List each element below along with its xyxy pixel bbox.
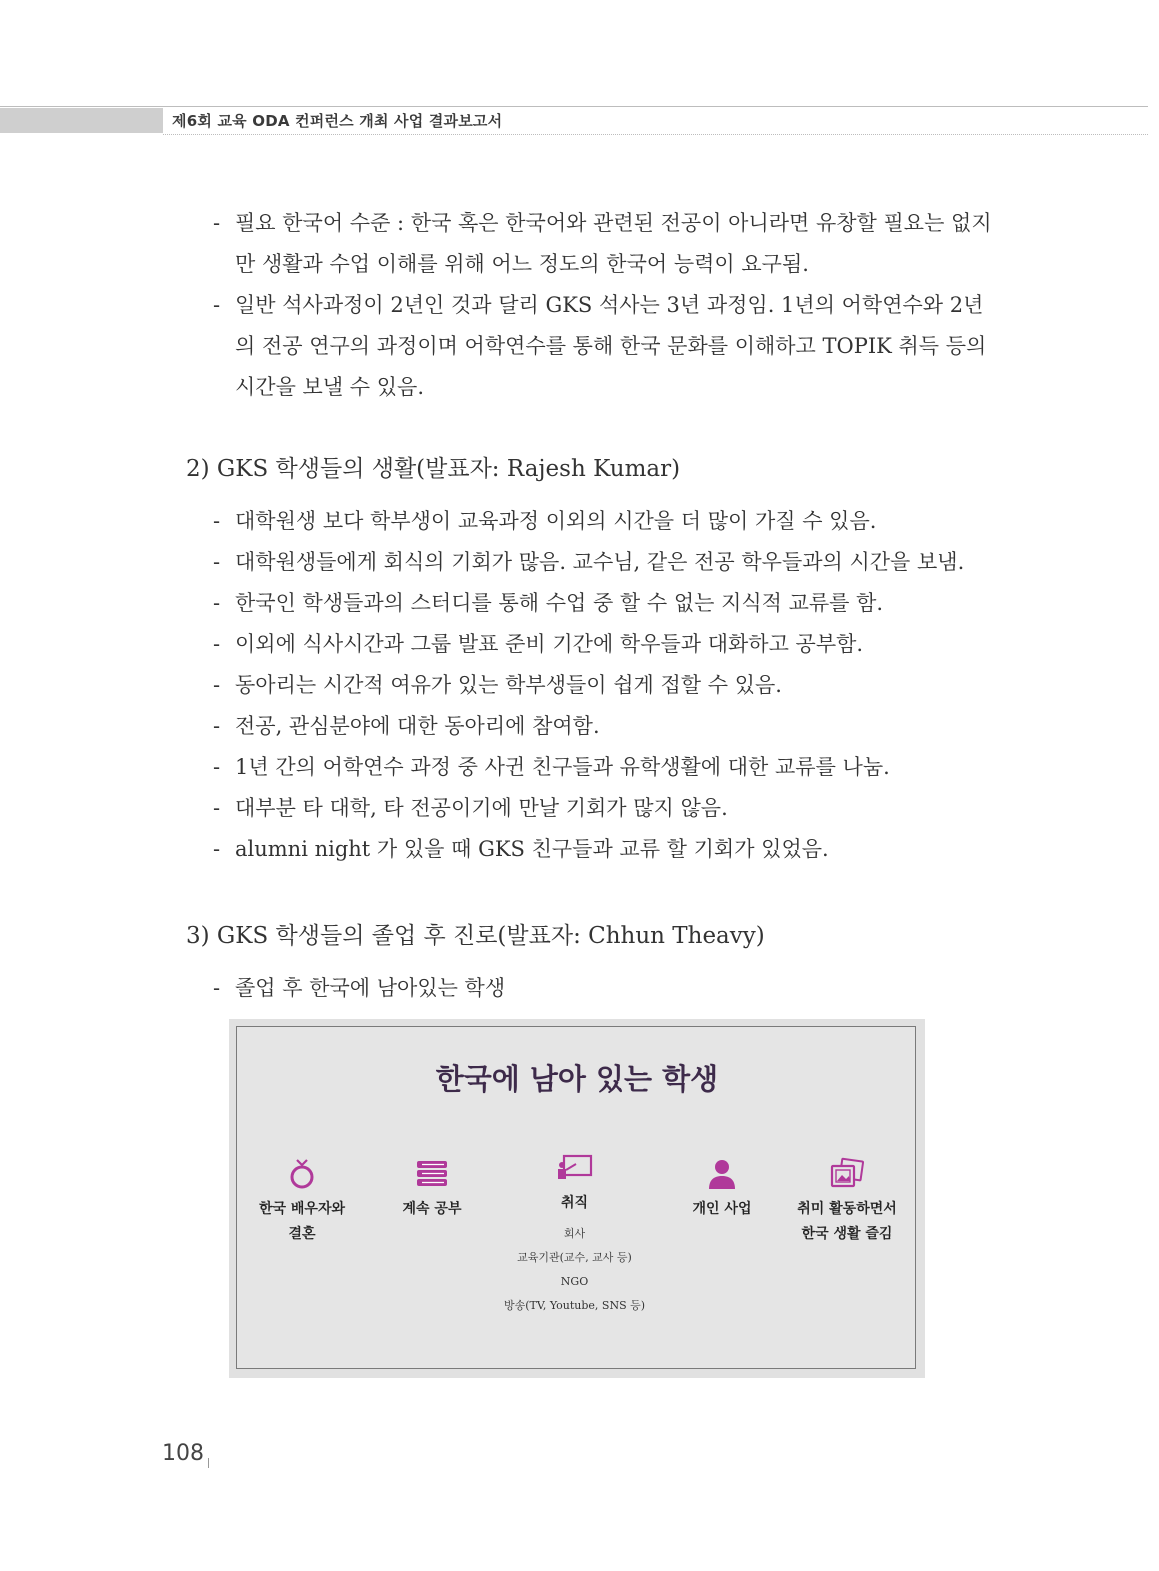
header-gray-band bbox=[0, 108, 163, 133]
diagram-item-label: 취미 활동하면서 bbox=[797, 1201, 897, 1217]
ring-icon bbox=[287, 1157, 317, 1191]
photos-icon bbox=[828, 1157, 866, 1191]
section3-bullet-list bbox=[213, 968, 1003, 1009]
diagram-title: 한국에 남아 있는 학생 bbox=[435, 1062, 719, 1096]
list-item: - 대학원생들에게 회식의 기회가 많음. 교수님, 같은 전공 학우들과의 시간을 보냄. bbox=[213, 542, 1003, 583]
employment-detail: 방송(TV, Youtube, SNS 등) bbox=[503, 1299, 646, 1312]
running-header-title: 제6회 교육 ODA 컨퍼런스 개최 사업 결과보고서 bbox=[172, 112, 503, 130]
list-item: - 졸업 후 한국에 남아있는 학생 bbox=[213, 968, 1003, 1009]
list-item: - 대부분 타 대학, 타 전공이기에 만날 기회가 많지 않음. bbox=[213, 788, 1003, 829]
header-top-rule bbox=[0, 106, 1148, 107]
diagram-item-label: 계속 공부 bbox=[402, 1201, 462, 1217]
diagram-item-label: 결혼 bbox=[288, 1226, 316, 1242]
list-item: - 1년 간의 어학연수 과정 중 사귄 친구들과 유학생활에 대한 교류를 나눔. bbox=[213, 747, 1003, 788]
page-number-divider bbox=[208, 1458, 209, 1468]
list-item: - 이외에 식사시간과 그룹 발표 준비 기간에 학우들과 대화하고 공부함. bbox=[213, 624, 1003, 665]
list-item: - 필요 한국어 수준 : 한국 혹은 한국어와 관련된 전공이 아니라면 유창할 필요는 없지만 생활과 수업 이해를 위해 어느 정도의 한국어 능력이 요구됨. bbox=[213, 203, 1003, 285]
section2-bullet-list bbox=[213, 501, 1003, 870]
section3-heading: 3) GKS 학생들의 졸업 후 진로(발표자: Chhun Theavy) bbox=[186, 923, 765, 949]
list-item: - alumni night 가 있을 때 GKS 친구들과 교류 할 기회가 있었음. bbox=[213, 829, 1003, 870]
diagram-item-marriage bbox=[247, 1157, 357, 1247]
list-item: - 일반 석사과정이 2년인 것과 달리 GKS 석사는 3년 과정임. 1년의 어학연수와 2년의 전공 연구의 과정이며 어학연수를 통해 한국 문화를 이해하고 TOPIK 취득 등의 시간을 보낼 수 있음. bbox=[213, 285, 1003, 408]
diagram-item-label: 취직 bbox=[560, 1195, 589, 1211]
list-item: - 전공, 관심분야에 대한 동아리에 참여함. bbox=[213, 706, 1003, 747]
header-bottom-rule bbox=[163, 134, 1148, 135]
section1-bullet-list bbox=[213, 203, 1003, 408]
list-item: - 대학원생 보다 학부생이 교육과정 이외의 시간을 더 많이 가질 수 있음. bbox=[213, 501, 1003, 542]
diagram-item-label: 한국 생활 즐김 bbox=[801, 1226, 893, 1242]
diagram-panel bbox=[236, 1026, 916, 1369]
diagram-item-study bbox=[387, 1157, 477, 1222]
books-icon bbox=[414, 1157, 450, 1191]
list-item: - 동아리는 시간적 여유가 있는 학부생들이 쉽게 접할 수 있음. bbox=[213, 665, 1003, 706]
diagram-item-hobbies bbox=[777, 1157, 917, 1247]
section2-heading: 2) GKS 학생들의 생활(발표자: Rajesh Kumar) bbox=[186, 456, 681, 482]
page-number: 108 bbox=[162, 1441, 204, 1466]
list-item: - 한국인 학생들과의 스터디를 통해 수업 중 할 수 없는 지식적 교류를 함. bbox=[213, 583, 1003, 624]
diagram-item-business bbox=[677, 1157, 767, 1222]
employment-detail: NGO bbox=[560, 1275, 589, 1288]
employment-detail: 회사 bbox=[563, 1227, 586, 1240]
person-icon bbox=[706, 1157, 738, 1191]
diagram-item-label: 개인 사업 bbox=[692, 1201, 752, 1217]
teacher-board-icon bbox=[556, 1151, 594, 1185]
diagram-item-label: 한국 배우자와 bbox=[258, 1201, 346, 1217]
diagram-item-employment bbox=[487, 1151, 662, 1318]
employment-detail: 교육기관(교수, 교사 등) bbox=[517, 1251, 632, 1264]
